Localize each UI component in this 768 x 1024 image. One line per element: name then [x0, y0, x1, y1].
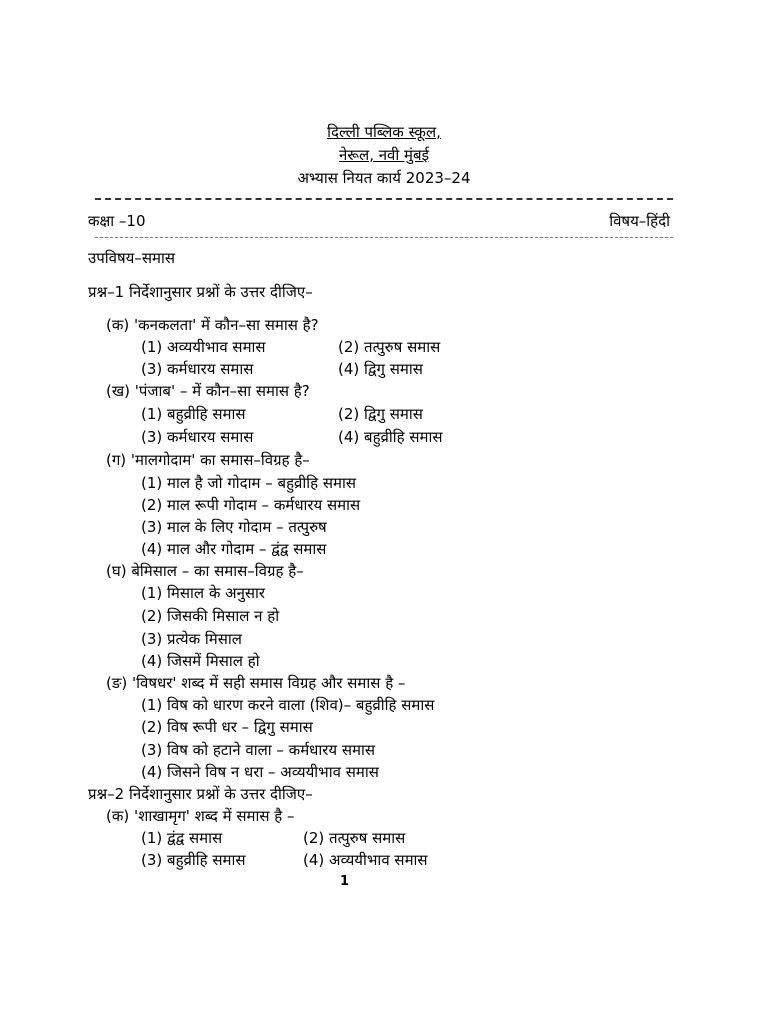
class-label: कक्षा –10 [88, 212, 146, 230]
divider-bottom [95, 237, 673, 238]
q1-a-option-4: (4) द्विगु समास [338, 360, 423, 378]
q1-a-option-2: (2) तत्पुरुष समास [338, 338, 441, 356]
assignment-title: अभ्यास नियत कार्य 2023–24 [297, 169, 471, 187]
subject-label: विषय–हिंदी [609, 212, 670, 230]
q1-a-text: (क) 'कनकलता' में कौन–सा समास है? [106, 316, 319, 334]
q1-b-option-4: (4) बहुव्रीहि समास [338, 428, 443, 446]
q2-a-option-3: (3) बहुव्रीहि समास [141, 851, 246, 869]
school-location: नेरूल, नवी मुंबई [339, 146, 429, 164]
page-number: 1 [340, 874, 350, 889]
school-name: दिल्ली पब्लिक स्कूल, [327, 123, 441, 141]
q2-a-option-1: (1) द्वंद्व समास [141, 829, 223, 847]
q2-a-option-4: (4) अव्ययीभाव समास [303, 851, 428, 869]
q1-d-text: (घ) बेमिसाल – का समास–विग्रह है– [106, 562, 304, 580]
q1-c-option-4: (4) माल और गोदाम – द्वंद्व समास [141, 540, 327, 558]
divider-top [95, 198, 673, 200]
q1-c-option-3: (3) माल के लिए गोदाम – तत्पुरुष [141, 518, 327, 536]
q1-e-option-4: (4) जिसने विष न धरा – अव्ययीभाव समास [141, 763, 379, 781]
q1-e-text: (ङ) 'विषधर' शब्द में सही समास विग्रह और समास है – [106, 674, 406, 692]
question-2-heading: प्रश्न–2 निर्देशानुसार प्रश्नों के उत्तर दीजिए– [88, 785, 313, 803]
q1-c-option-2: (2) माल रूपी गोदाम – कर्मधारय समास [141, 496, 361, 514]
q1-b-text: (ख) 'पंजाब' – में कौन–सा समास है? [106, 382, 310, 400]
q1-e-option-2: (2) विष रूपी धर – द्विगु समास [141, 718, 313, 736]
q1-a-option-3: (3) कर्मधारय समास [141, 360, 254, 378]
q1-c-text: (ग) 'मालगोदाम' का समास–विग्रह है– [106, 451, 310, 469]
q1-a-option-1: (1) अव्ययीभाव समास [141, 338, 266, 356]
q1-d-option-3: (3) प्रत्येक मिसाल [141, 630, 242, 648]
q2-a-text: (क) 'शाखामृग' शब्द में समास है – [106, 807, 295, 825]
q1-b-option-2: (2) द्विगु समास [338, 405, 423, 423]
q2-a-option-2: (2) तत्पुरुष समास [303, 829, 406, 847]
q1-b-option-1: (1) बहुव्रीहि समास [141, 405, 246, 423]
question-1-heading: प्रश्न–1 निर्देशानुसार प्रश्नों के उत्तर दीजिए– [88, 283, 313, 301]
q1-d-option-4: (4) जिसमें मिसाल हो [141, 652, 260, 670]
q1-d-option-1: (1) मिसाल के अनुसार [141, 584, 266, 602]
q1-c-option-1: (1) माल है जो गोदाम – बहुव्रीहि समास [141, 474, 357, 492]
q1-d-option-2: (2) जिसकी मिसाल न हो [141, 607, 280, 625]
q1-b-option-3: (3) कर्मधारय समास [141, 428, 254, 446]
q1-e-option-3: (3) विष को हटाने वाला – कर्मधारय समास [141, 741, 376, 759]
q1-e-option-1: (1) विष को धारण करने वाला (शिव)– बहुव्रीहि समास [141, 696, 435, 714]
subtopic-label: उपविषय–समास [88, 249, 175, 267]
